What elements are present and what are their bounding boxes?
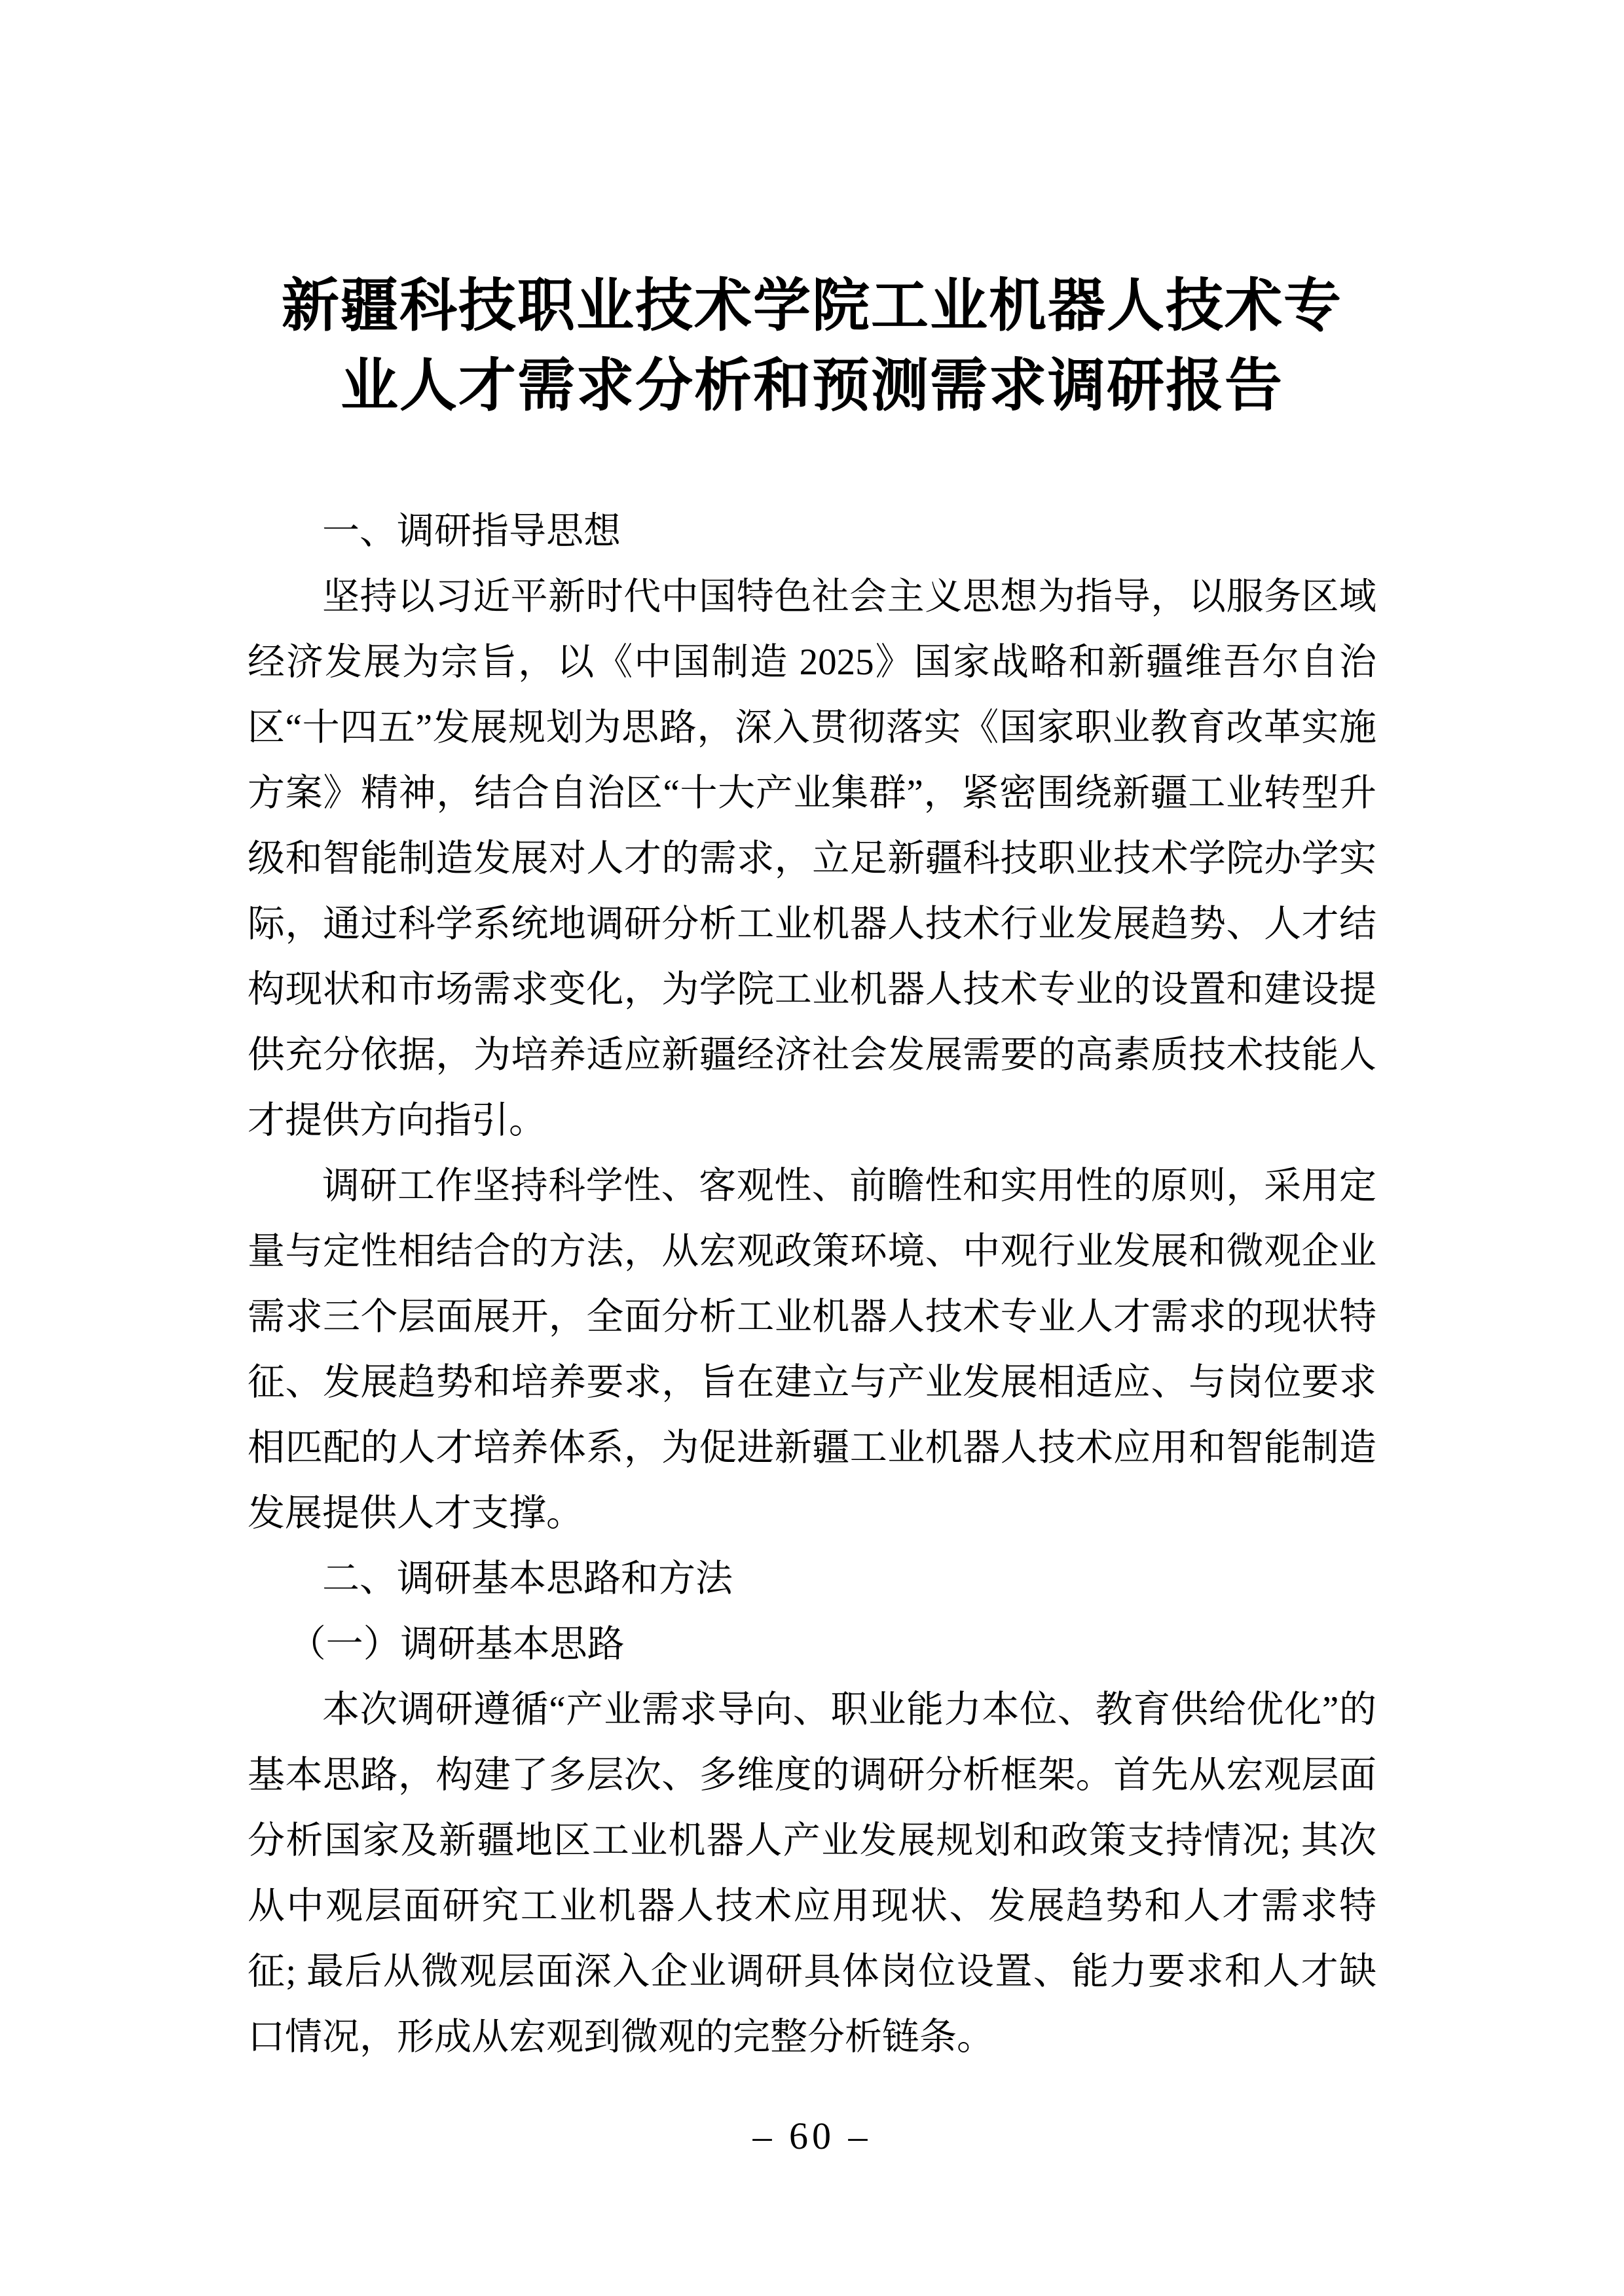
section-heading-research-approach-and-methods: 二、调研基本思路和方法 bbox=[322, 1558, 733, 1599]
paragraph-guiding-ideology: 坚持以习近平新时代中国特色社会主义思想为指导，以服务区域经济发展为宗旨，以《中国制造 2025》国家战略和新疆维吾尔自治区“十四五”发展规划为思路，深入贯彻落实《国家职业教育改革实施方案》精神，结合自治区“十大产业集群”，紧密围绕新疆工业转型升级和智能制造发展对人才的需求，立足新疆科技职业技术学院办学实际，通过科学系统地调研分析工业机器人技术行业发展趋势、人才结构现状和市场需求变化，为学院工业机器人技术专业的设置和建设提供充分依据，为培养适应新疆经济社会发展需要的高素质技术技能人才提供方向指引。 bbox=[248, 576, 1376, 1141]
document-title-line-2: 业人才需求分析和预测需求调研报告 bbox=[340, 355, 1283, 418]
paragraph-research-principles: 调研工作坚持科学性、客观性、前瞻性和实用性的原则，采用定量与定性相结合的方法，从宏观政策环境、中观行业发展和微观企业需求三个层面展开，全面分析工业机器人技术专业人才需求的现状特征、发展趋势和培养要求，旨在建立与产业发展相适应、与岗位要求相匹配的人才培养体系，为促进新疆工业机器人技术应用和智能制造发展提供人才支撑。 bbox=[248, 1165, 1376, 1534]
page-number: – 60 – bbox=[752, 2115, 872, 2157]
document-title bbox=[248, 267, 1376, 427]
document-body bbox=[248, 499, 1376, 2070]
subsection-heading-basic-research-approach: （一）调研基本思路 bbox=[288, 1624, 625, 1665]
document-title-line-1: 新疆科技职业技术学院工业机器人技术专 bbox=[281, 275, 1342, 338]
section-heading-research-guiding-ideology: 一、调研指导思想 bbox=[322, 511, 621, 552]
paragraph-research-framework: 本次调研遵循“产业需求导向、职业能力本位、教育供给优化”的基本思路，构建了多层次、多维度的调研分析框架。首先从宏观层面分析国家及新疆地区工业机器人产业发展规划和政策支持情况; 其次从中观层面研究工业机器人技术应用现状、发展趋势和人才需求特征; 最后从微观层面深入企业调研具体岗位设置、能力要求和人才缺口情况，形成从宏观到微观的完整分析链条。 bbox=[248, 1689, 1376, 2058]
